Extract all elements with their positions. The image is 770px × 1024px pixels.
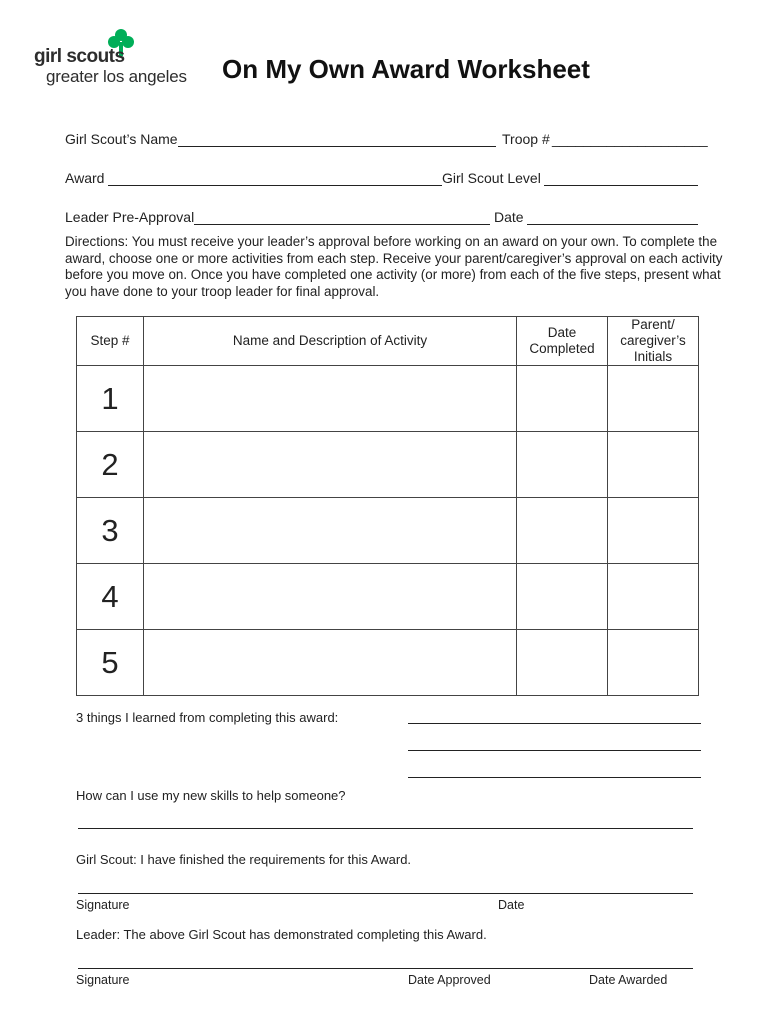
name-field[interactable] — [178, 146, 496, 147]
leader-statement: Leader: The above Girl Scout has demonstrated completing this Award. — [76, 927, 487, 942]
girl-signature-label: Signature — [76, 898, 130, 912]
date-completed-cell[interactable] — [517, 366, 608, 432]
date-field[interactable] — [527, 224, 698, 225]
initials-cell[interactable] — [608, 564, 699, 630]
date-label: Date — [494, 209, 524, 225]
header-date-completed: Date Completed — [517, 317, 608, 366]
directions-text: Directions: You must receive your leader’s approval before working on an award on your own. To complete the award, choose one or more activities from each step. Receive your parent/caregiver’s approval on each activity before you move on. Once you have completed one activity (or more) from each of the five steps, present what you have done to your troop leader for final approval. — [65, 234, 723, 299]
step-number: 3 — [77, 498, 144, 564]
logo-line1: girl scouts — [34, 46, 125, 67]
table-row — [77, 630, 699, 696]
level-field[interactable] — [544, 185, 698, 186]
table-row — [77, 432, 699, 498]
activity-cell[interactable] — [144, 366, 517, 432]
header-step: Step # — [77, 317, 144, 366]
leader-approval-field[interactable] — [194, 224, 490, 225]
leader-approval-label: Leader Pre-Approval — [65, 209, 195, 225]
header-initials: Parent/ caregiver’s Initials — [608, 317, 699, 366]
girl-signature-line[interactable] — [78, 893, 693, 894]
level-label: Girl Scout Level — [442, 170, 541, 186]
date-approved-label: Date Approved — [408, 973, 491, 987]
logo-line2: greater los angeles — [46, 67, 187, 86]
learned-line-3[interactable] — [408, 777, 701, 778]
date-awarded-label: Date Awarded — [589, 973, 668, 987]
activity-cell[interactable] — [144, 564, 517, 630]
date-completed-cell[interactable] — [517, 630, 608, 696]
table-row — [77, 366, 699, 432]
leader-signature-line[interactable] — [78, 968, 693, 969]
step-number: 2 — [77, 432, 144, 498]
skills-question: How can I use my new skills to help someone? — [76, 788, 346, 803]
learned-line-1[interactable] — [408, 723, 701, 724]
girl-statement: Girl Scout: I have finished the requirements for this Award. — [76, 852, 412, 867]
initials-cell[interactable] — [608, 630, 699, 696]
learned-line-2[interactable] — [408, 750, 701, 751]
name-label: Girl Scout’s Name — [65, 131, 178, 147]
initials-cell[interactable] — [608, 366, 699, 432]
skills-answer-line[interactable] — [78, 828, 693, 829]
header-activity: Name and Description of Activity — [144, 317, 517, 366]
activity-cell[interactable] — [144, 630, 517, 696]
girl-date-label: Date — [498, 898, 525, 912]
step-number: 5 — [77, 630, 144, 696]
initials-cell[interactable] — [608, 432, 699, 498]
table-row — [77, 564, 699, 630]
leader-signature-label: Signature — [76, 973, 130, 987]
date-completed-cell[interactable] — [517, 432, 608, 498]
learned-label: 3 things I learned from completing this award: — [76, 710, 339, 725]
page-title: On My Own Award Worksheet — [222, 54, 590, 84]
activity-cell[interactable] — [144, 498, 517, 564]
award-field[interactable] — [108, 185, 442, 186]
step-number: 1 — [77, 366, 144, 432]
date-completed-cell[interactable] — [517, 498, 608, 564]
table-row — [77, 498, 699, 564]
activity-cell[interactable] — [144, 432, 517, 498]
troop-label: Troop # — [502, 131, 550, 147]
date-completed-cell[interactable] — [517, 564, 608, 630]
award-label: Award — [65, 170, 105, 186]
step-number: 4 — [77, 564, 144, 630]
steps-table — [76, 316, 699, 696]
initials-cell[interactable] — [608, 498, 699, 564]
troop-field[interactable]: ____________________ — [552, 131, 708, 147]
